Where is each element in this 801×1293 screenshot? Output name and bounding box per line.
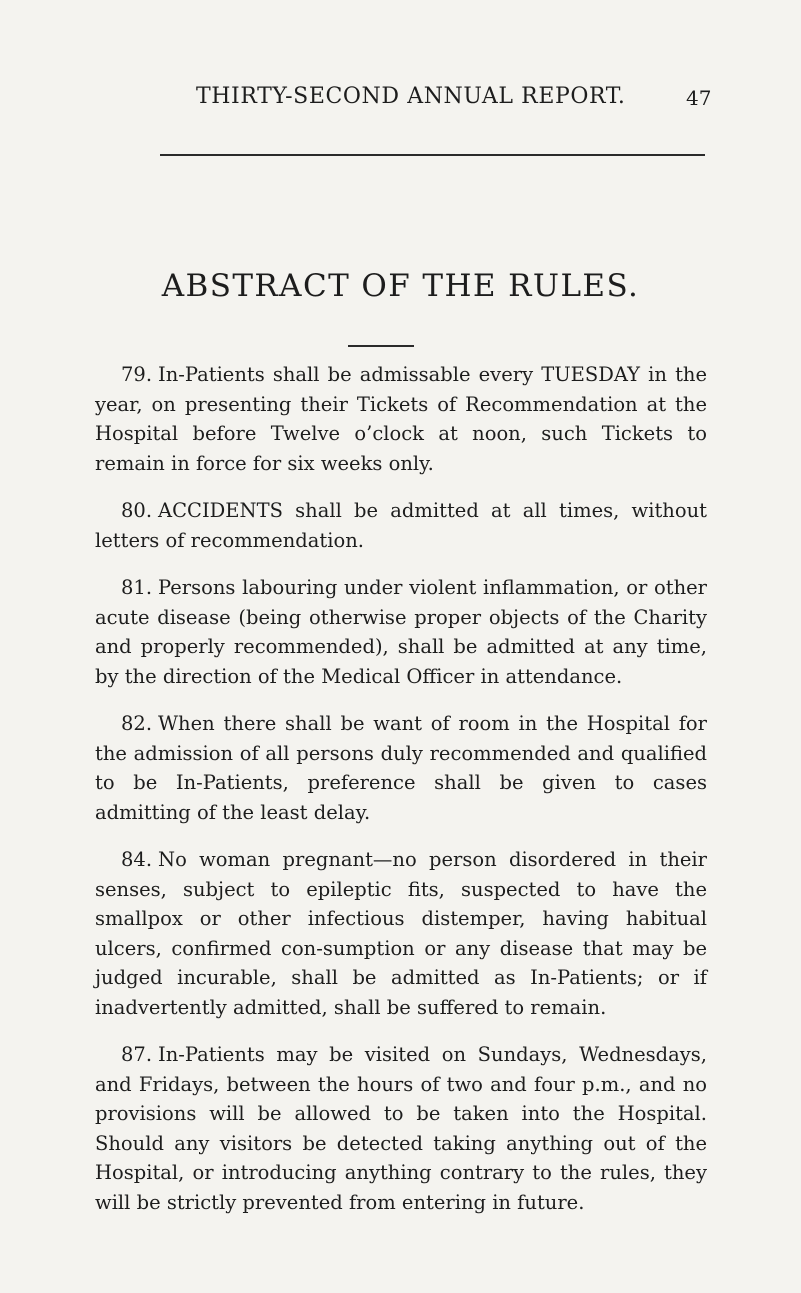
rule-paragraph bbox=[95, 1040, 707, 1217]
rule-number: 87. bbox=[121, 1043, 153, 1066]
rule-number: 80. bbox=[121, 499, 153, 522]
section-title: ABSTRACT OF THE RULES. bbox=[161, 268, 640, 304]
rule-number: 84. bbox=[121, 848, 153, 871]
rule-text: ACCIDENTS shall be admitted at all times, without letters of recommendation. bbox=[95, 499, 707, 552]
rule-paragraph bbox=[95, 496, 707, 555]
rule-text: In-Patients shall be admissable every TUESDAY in the year, on presenting their Tickets of Recommendation at the Hospital before Twelve o’clock at noon, such Tickets to remain in force for six weeks only. bbox=[95, 363, 707, 475]
rule-text: No woman pregnant—no person disordered in their senses, subject to epileptic fits, suspected to have the smallpox or other infectious distemper, having habitual ulcers, confirmed con-sumption or any disease that may be judged incurable, shall be admitted as In-Patients; or if inadvertently admitted, shall be suffered to remain. bbox=[95, 848, 707, 1019]
rule-paragraph bbox=[95, 709, 707, 827]
rule-paragraph bbox=[95, 573, 707, 691]
rule-number: 79. bbox=[121, 363, 153, 386]
rule-paragraph bbox=[95, 845, 707, 1022]
rule-text: In-Patients may be visited on Sundays, Wednesdays, and Fridays, between the hours of two and four p.m., and no provisions will be allowed to be taken into the Hospital. Should any visitors be detected taking anything out of the Hospital, or introducing anything contrary to the rules, they will be strictly prevented from entering in future. bbox=[95, 1043, 707, 1214]
rule-text: When there shall be want of room in the Hospital for the admission of all persons duly recommended and qualified to be In-Patients, preference shall be given to cases admitting of the least delay. bbox=[95, 712, 707, 824]
rule-paragraph bbox=[95, 360, 707, 478]
page-number: 47 bbox=[686, 86, 712, 110]
header-divider bbox=[160, 154, 705, 156]
rule-number: 82. bbox=[121, 712, 153, 735]
rule-text: Persons labouring under violent inflammation, or other acute disease (being otherwise proper objects of the Charity and properly recommended), shall be admitted at any time, by the direction of the Medical Officer in attendance. bbox=[95, 576, 707, 688]
title-divider bbox=[348, 345, 414, 347]
rule-number: 81. bbox=[121, 576, 153, 599]
rules-list bbox=[95, 360, 707, 1235]
running-head-title: THIRTY-SECOND ANNUAL REPORT. bbox=[196, 84, 626, 109]
